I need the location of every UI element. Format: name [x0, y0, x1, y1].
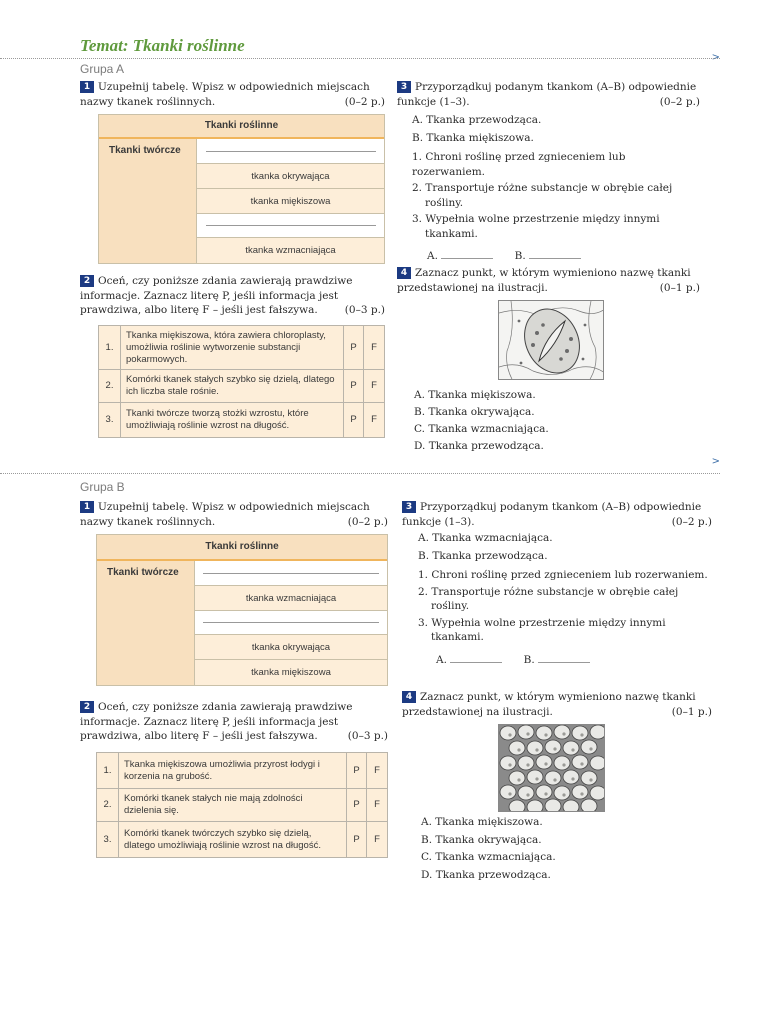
table-cell: tkanka okrywająca: [251, 170, 330, 182]
answer-a-label: A.: [427, 250, 438, 262]
true-option[interactable]: P: [347, 753, 367, 788]
blank-cell[interactable]: [197, 139, 384, 163]
function-2: 2. Transportuje różne substancje w obrębie całej rośliny.: [418, 585, 679, 612]
false-option[interactable]: F: [371, 380, 377, 391]
row-number: 2.: [97, 789, 119, 821]
group-b-question-3: [402, 500, 712, 667]
answer-option[interactable]: C. Tkanka wzmacniająca.: [421, 851, 556, 863]
answer-option[interactable]: C. Tkanka wzmacniająca.: [414, 423, 549, 435]
function-2: 2. Transportuje różne substancje w obrębie całej rośliny.: [412, 182, 673, 209]
question-text: Uzupełnij tabelę. Wpisz w odpowiednich miejscach nazwy tkanek roślinnych.: [80, 501, 370, 528]
table-header: Tkanki roślinne: [99, 115, 384, 139]
divider: [0, 473, 720, 474]
false-option[interactable]: F: [374, 764, 380, 776]
true-option[interactable]: P: [344, 370, 364, 402]
option-a: A. Tkanka przewodząca.: [412, 114, 542, 126]
answer-a-line[interactable]: [441, 258, 493, 259]
question-number: 1: [80, 81, 94, 93]
group-b-tissue-table: [96, 534, 388, 686]
group-a-question-3: [397, 80, 700, 264]
table-cell: tkanka miękiszowa: [251, 667, 331, 678]
arrow-icon: >: [711, 52, 720, 63]
group-a-question-2: [80, 274, 385, 318]
statement: Tkanki twórcze tworzą stożki wzrostu, które umożliwiają roślinie wzrost na długość.: [121, 403, 344, 437]
function-3: 3. Wypełnia wolne przestrzenie między innymi tkankami.: [418, 616, 666, 643]
group-a-true-false-table: [98, 325, 385, 438]
true-option[interactable]: P: [347, 789, 367, 821]
answer-b-line[interactable]: [529, 258, 581, 259]
answer-option[interactable]: B. Tkanka okrywająca.: [414, 406, 535, 418]
option-a: A. Tkanka wzmacniająca.: [418, 532, 553, 544]
points: (0–2 p.): [344, 95, 385, 108]
group-a-question-1: [80, 80, 385, 109]
statement: Komórki tkanek stałych szybko się dzielą, dlatego ich liczba stale rośnie.: [121, 370, 344, 402]
question-number: 1: [80, 501, 94, 513]
table-row: [99, 370, 384, 403]
question-text: Uzupełnij tabelę. Wpisz w odpowiednich miejscach nazwy tkanek roślinnych.: [80, 81, 370, 108]
row-label: Tkanki twórcze: [97, 561, 195, 685]
option-b: B. Tkanka przewodząca.: [418, 549, 548, 562]
points: (0–3 p.): [344, 304, 385, 316]
page-title: Temat: Tkanki roślinne: [80, 36, 245, 55]
parenchyma-illustration: [498, 724, 605, 812]
question-number: 2: [80, 275, 94, 287]
points: (0–2 p.): [659, 95, 700, 108]
row-number: 3.: [99, 403, 121, 437]
group-a-title: Grupa A: [80, 62, 125, 76]
true-option[interactable]: P: [347, 822, 367, 857]
group-b-question-4: [402, 690, 712, 719]
table-row: [97, 753, 387, 789]
blank-cell[interactable]: [195, 561, 387, 585]
table-row: [97, 822, 387, 857]
group-a-q4-answers: [414, 388, 614, 454]
statement: Komórki tkanek twórczych szybko się dzielą, dlatego umożliwiają roślinie wzrost na długość.: [119, 822, 347, 857]
table-row: [99, 403, 384, 437]
question-number: 2: [80, 701, 94, 713]
answer-b-label: B.: [523, 653, 535, 666]
answer-option[interactable]: D. Tkanka przewodząca.: [421, 868, 551, 881]
table-row: [99, 326, 384, 370]
answer-option[interactable]: B. Tkanka okrywająca.: [421, 833, 542, 846]
statement: Komórki tkanek stałych nie mają zdolności dzielenia się.: [119, 789, 347, 821]
question-text: Przyporządkuj podanym tkankom (A–B) odpowiednie funkcje (1–3).: [397, 81, 697, 108]
arrow-icon: >: [711, 456, 720, 467]
question-text: Przyporządkuj podanym tkankom (A–B) odpowiednie funkcje (1–3).: [402, 501, 702, 528]
question-text: Zaznacz punkt, w którym wymieniono nazwę tkanki przedstawionej na ilustracji.: [402, 691, 696, 718]
table-row: [97, 789, 387, 822]
true-option[interactable]: P: [344, 403, 364, 437]
answer-option[interactable]: D. Tkanka przewodząca.: [414, 440, 544, 452]
divider: [0, 58, 720, 59]
function-1: 1. Chroni roślinę przed zgnieceniem lub rozerwaniem.: [418, 569, 708, 581]
points: (0–1 p.): [659, 281, 700, 294]
answer-option[interactable]: A. Tkanka miękiszowa.: [414, 389, 536, 401]
blank-cell[interactable]: [195, 611, 387, 634]
row-label: Tkanki twórcze: [99, 139, 197, 263]
question-number: 3: [402, 501, 416, 513]
group-a-question-4: [397, 266, 700, 295]
option-b: B. Tkanka miękiszowa.: [412, 131, 534, 144]
table-cell: tkanka okrywająca: [251, 641, 331, 653]
table-cell: tkanka miękiszowa: [250, 195, 331, 207]
function-1: 1. Chroni roślinę przed zgnieceniem lub rozerwaniem.: [412, 151, 626, 178]
table-cell: tkanka wzmacniająca: [245, 245, 336, 256]
false-option[interactable]: F: [374, 833, 380, 845]
answer-a-line[interactable]: [450, 662, 502, 663]
question-text: Zaznacz punkt, w którym wymieniono nazwę tkanki przedstawionej na ilustracji.: [397, 267, 691, 294]
question-text: Oceń, czy poniższe zdania zawierają prawdziwe informacje. Zaznacz literę P, jeśli informacja jest prawdziwa, albo literę F – jeśli jest fałszywa.: [80, 275, 353, 316]
function-3: 3. Wypełnia wolne przestrzenie między innymi tkankami.: [412, 213, 660, 240]
table-cell: tkanka wzmacniająca: [245, 592, 337, 604]
row-number: 1.: [99, 326, 121, 369]
question-number: 4: [397, 267, 411, 279]
question-number: 3: [397, 81, 411, 93]
group-b-title: Grupa B: [80, 480, 125, 494]
stoma-illustration: [498, 300, 604, 380]
false-option[interactable]: F: [371, 414, 377, 425]
blank-cell[interactable]: [197, 214, 384, 237]
answer-option[interactable]: A. Tkanka miękiszowa.: [421, 816, 543, 828]
true-option[interactable]: P: [344, 326, 364, 369]
points: (0–2 p.): [347, 515, 388, 528]
group-b-question-1: [80, 500, 388, 529]
answer-b-line[interactable]: [538, 662, 590, 663]
row-number: 1.: [97, 753, 119, 788]
statement: Tkanka miękiszowa umożliwia przyrost łodygi i korzenia na grubość.: [119, 753, 347, 788]
false-option[interactable]: F: [371, 341, 377, 353]
answer-a-label: A.: [436, 653, 447, 666]
points: (0–3 p.): [347, 730, 388, 742]
false-option[interactable]: F: [374, 799, 380, 810]
group-b-q4-answers: [421, 815, 621, 882]
points: (0–2 p.): [671, 515, 712, 528]
group-b-true-false-table: [96, 752, 388, 858]
question-text: Oceń, czy poniższe zdania zawierają prawdziwe informacje. Zaznacz literę P, jeśli informacja jest prawdziwa, albo literę F – jeśli jest fałszywa.: [80, 701, 353, 742]
answer-b-label: B.: [514, 250, 526, 262]
group-b-question-2: [80, 700, 388, 744]
statement: Tkanka miękiszowa, która zawiera chloroplasty, umożliwia roślinie wytworzenie substancji pokarmowych.: [121, 326, 344, 369]
points: (0–1 p.): [671, 705, 712, 718]
group-a-tissue-table: [98, 114, 385, 264]
table-header: Tkanki roślinne: [97, 535, 387, 561]
question-number: 4: [402, 691, 416, 703]
row-number: 2.: [99, 370, 121, 402]
row-number: 3.: [97, 822, 119, 857]
